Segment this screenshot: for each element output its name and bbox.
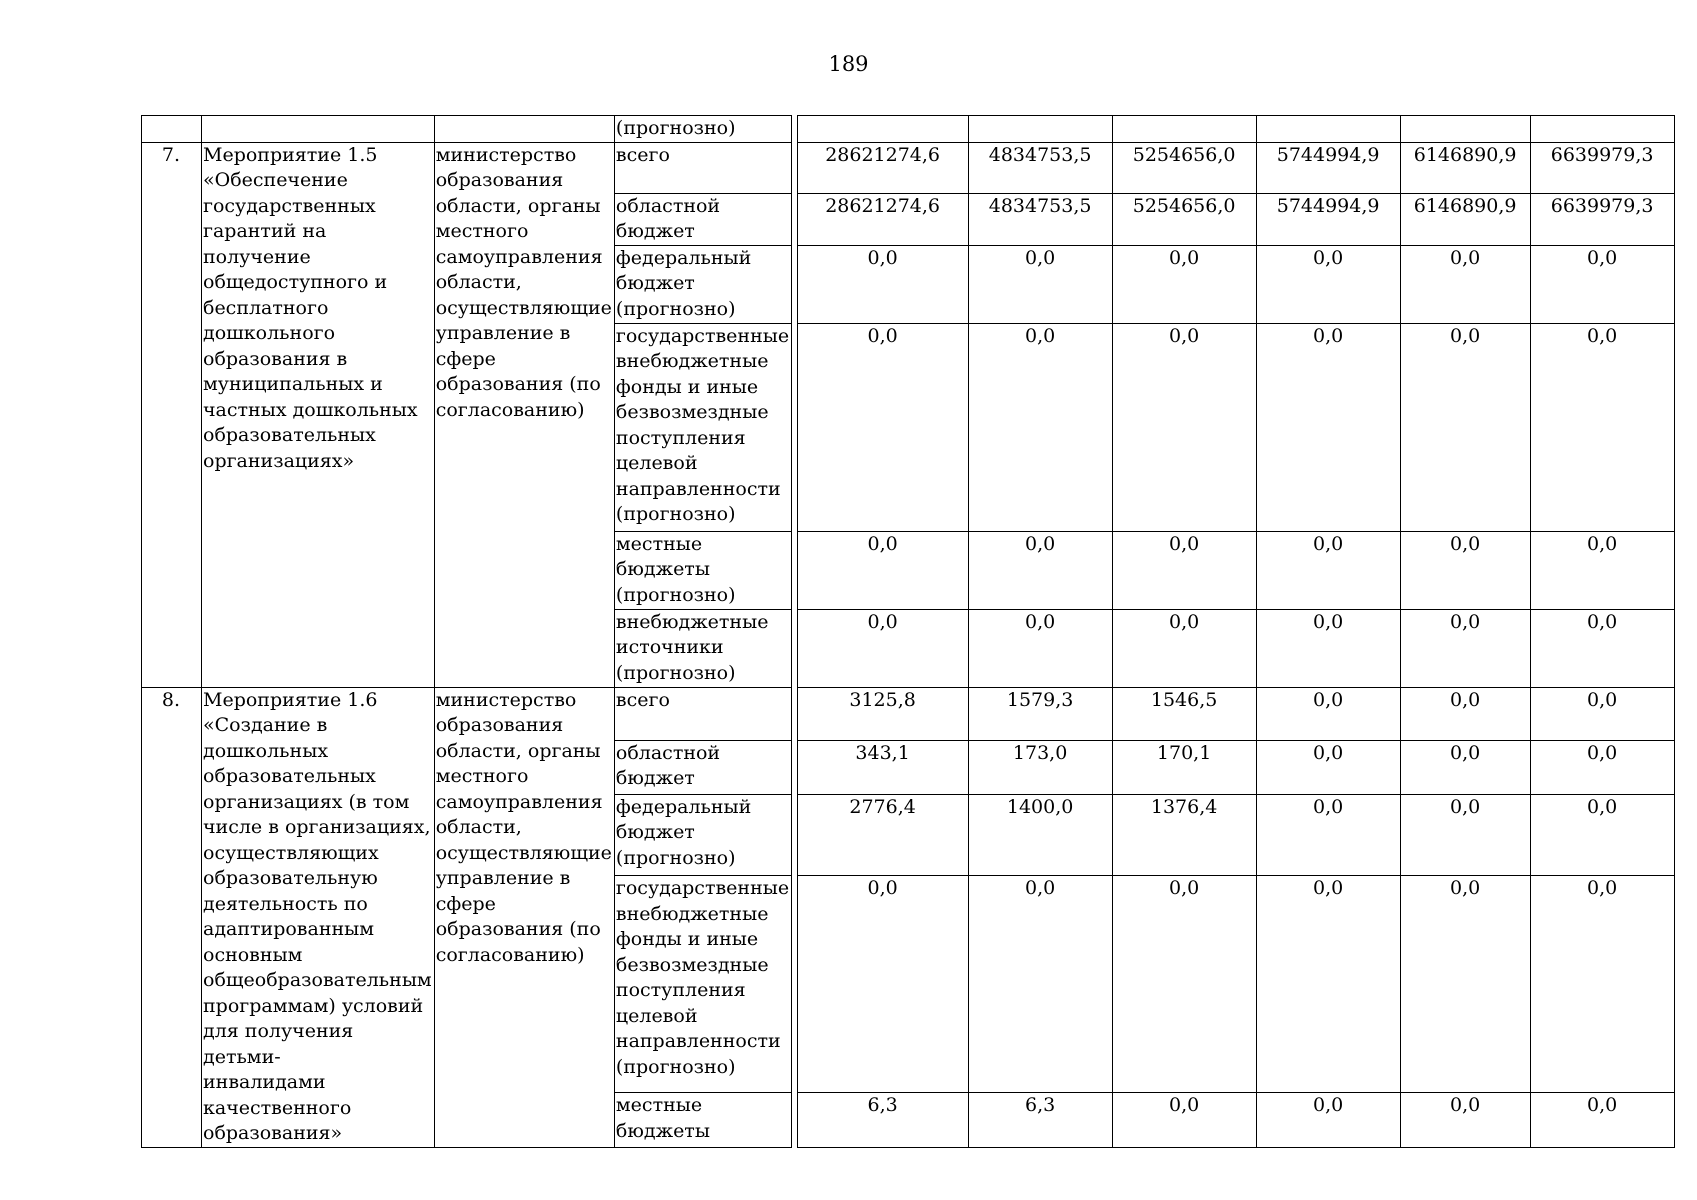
funding-source: всего [614,142,791,193]
value-cell [1531,116,1675,143]
value-cell: 6146890,9 [1401,142,1531,193]
value-cell: 2776,4 [798,794,969,875]
value-cell: 0,0 [1257,245,1401,323]
value-cell: 0,0 [1113,609,1257,687]
value-cell [798,116,969,143]
value-cell: 0,0 [1531,245,1675,323]
value-cell: 5744994,9 [1257,193,1401,245]
value-cell: 0,0 [1531,1093,1675,1147]
value-cell: 0,0 [798,531,969,609]
measure-name: Мероприятие 1.5 «Обеспечение государственных гарантий на получение общедоступного и бесплатного дошкольного образования в муниципальных и частных дошкольных образовательных организациях» [202,142,435,687]
value-cell: 0,0 [1401,876,1531,1093]
funding-source: областной бюджет [614,740,791,794]
value-cell [1257,116,1401,143]
value-cell: 0,0 [798,323,969,531]
funding-source: местные бюджеты [614,1093,791,1147]
value-cell: 173,0 [969,740,1113,794]
value-cell: 1376,4 [1113,794,1257,875]
value-cell: 0,0 [1257,323,1401,531]
funding-source: местные бюджеты (прогнозно) [614,531,791,609]
value-cell: 0,0 [969,245,1113,323]
table-row [142,687,1675,740]
value-cell: 343,1 [798,740,969,794]
name-cell [202,116,435,143]
value-cell: 170,1 [1113,740,1257,794]
value-cell: 0,0 [1257,1093,1401,1147]
value-cell: 0,0 [1531,740,1675,794]
value-cell: 0,0 [1257,609,1401,687]
table-row [142,142,1675,193]
source-cell: (прогнозно) [614,116,791,143]
measure-executor: министерство образования области, органы местного самоуправления области, осуществляющие управление в сфере образования (по согласованию) [434,687,614,1147]
value-cell: 0,0 [1401,794,1531,875]
value-cell: 0,0 [1401,323,1531,531]
value-cell [1401,116,1531,143]
value-cell: 1400,0 [969,794,1113,875]
value-cell: 1546,5 [1113,687,1257,740]
value-cell: 0,0 [969,876,1113,1093]
value-cell: 0,0 [1401,740,1531,794]
budget-table [141,115,1675,1148]
value-cell: 6639979,3 [1531,142,1675,193]
value-cell: 0,0 [1257,687,1401,740]
funding-source: федеральный бюджет (прогнозно) [614,245,791,323]
value-cell: 5254656,0 [1113,193,1257,245]
value-cell: 6146890,9 [1401,193,1531,245]
value-cell: 0,0 [1257,794,1401,875]
index-cell [142,116,202,143]
funding-source: областной бюджет [614,193,791,245]
value-cell [969,116,1113,143]
value-cell [1113,116,1257,143]
page-number: 189 [828,52,869,76]
value-cell: 0,0 [1113,1093,1257,1147]
value-cell: 28621274,6 [798,142,969,193]
funding-source: государственные внебюджетные фонды и иные безвозмездные поступления целевой направленности (прогнозно) [614,323,791,531]
value-cell: 0,0 [1401,245,1531,323]
value-cell: 0,0 [1531,876,1675,1093]
value-cell: 4834753,5 [969,193,1113,245]
value-cell: 0,0 [798,245,969,323]
measure-name: Мероприятие 1.6 «Создание в дошкольных образовательных организациях (в том числе в организациях, осуществляющих образовательную деятельность по адаптированным основным общеобразовательным программам) условий для получения детьми- инвалидами качественного образования» [202,687,435,1147]
value-cell: 0,0 [1401,609,1531,687]
measure-index: 7. [142,142,202,687]
value-cell: 6,3 [969,1093,1113,1147]
value-cell: 0,0 [1113,876,1257,1093]
funding-source: внебюджетные источники (прогнозно) [614,609,791,687]
value-cell: 0,0 [1257,740,1401,794]
funding-source: государственные внебюджетные фонды и иные безвозмездные поступления целевой направленности (прогнозно) [614,876,791,1093]
value-cell: 1579,3 [969,687,1113,740]
value-cell: 0,0 [969,609,1113,687]
value-cell: 0,0 [1257,876,1401,1093]
value-cell: 6,3 [798,1093,969,1147]
funding-source: федеральный бюджет (прогнозно) [614,794,791,875]
funding-source: всего [614,687,791,740]
value-cell: 0,0 [1401,687,1531,740]
value-cell: 4834753,5 [969,142,1113,193]
value-cell: 0,0 [798,876,969,1093]
value-cell: 28621274,6 [798,193,969,245]
value-cell: 0,0 [969,531,1113,609]
value-cell: 0,0 [1531,531,1675,609]
value-cell: 0,0 [1113,245,1257,323]
value-cell: 5744994,9 [1257,142,1401,193]
value-cell: 0,0 [1531,323,1675,531]
value-cell: 0,0 [1531,609,1675,687]
executor-cell [434,116,614,143]
value-cell: 0,0 [1113,531,1257,609]
measure-index: 8. [142,687,202,1147]
value-cell: 0,0 [1113,323,1257,531]
value-cell: 0,0 [1257,531,1401,609]
continuation-row [142,116,1675,143]
value-cell: 0,0 [798,609,969,687]
value-cell: 0,0 [1401,1093,1531,1147]
value-cell: 0,0 [1531,794,1675,875]
value-cell: 5254656,0 [1113,142,1257,193]
value-cell: 3125,8 [798,687,969,740]
measure-executor: министерство образования области, органы местного самоуправления области, осуществляющие управление в сфере образования (по согласованию) [434,142,614,687]
value-cell: 6639979,3 [1531,193,1675,245]
value-cell: 0,0 [1531,687,1675,740]
value-cell: 0,0 [1401,531,1531,609]
value-cell: 0,0 [969,323,1113,531]
